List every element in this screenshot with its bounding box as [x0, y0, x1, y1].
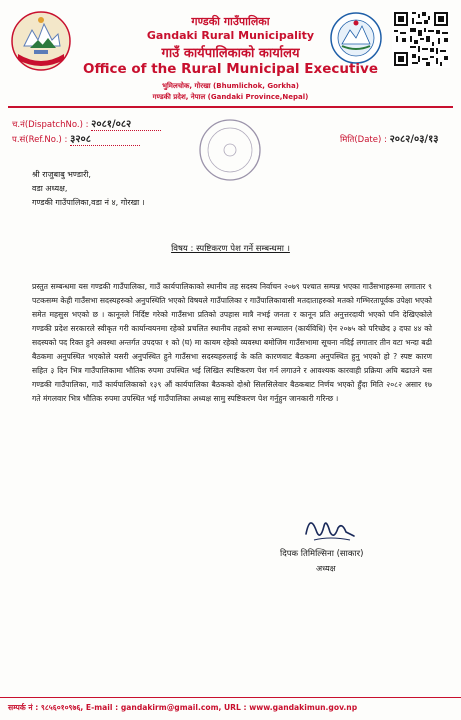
date-label: मिति(Date) :: [340, 135, 387, 145]
org-name-np: गण्डकी गाउँपालिका: [191, 15, 270, 28]
subject-line: [0, 243, 461, 254]
footer-divider: [0, 697, 461, 698]
email-label: , E-mail :: [80, 703, 119, 712]
ref-label: प.सं(Ref.No.) :: [12, 135, 68, 145]
office-name-np: गाउँ कार्यपालिकाको कार्यालय: [161, 46, 300, 61]
org-name-en: Gandaki Rural Municipality: [146, 29, 315, 42]
dispatch-number-row: [12, 116, 161, 131]
email-link[interactable]: gandakirm@gmail.com: [120, 703, 219, 712]
signatory-title: अध्यक्ष: [316, 564, 336, 573]
website-link[interactable]: www.gandakimun.gov.np: [249, 703, 358, 712]
subject-text: विषय : स्पष्टिकरण पेश गर्ने सम्बन्धमा ।: [171, 244, 290, 254]
dispatch-label: च.नं(DispatchNo.) :: [12, 120, 89, 130]
footer-contact: [8, 703, 357, 713]
recipient-block: [32, 168, 145, 210]
date-row: [340, 131, 438, 145]
letter-body: [32, 280, 432, 406]
phone-label: सम्पर्क नं :: [8, 703, 39, 712]
header-divider: [8, 106, 453, 108]
url-label: , URL :: [218, 703, 247, 712]
body-paragraph: प्रस्तुत सम्बन्धमा यस गण्डकी गाउँपालिका, गाउँ कार्यपालिकाको स्थानीय तह सदस्य निर्वाचन २०७९ पश्चात सम्पन्न भएका गाउँसभाहरूमा लगातार ९ पटकसम्म केही गाउँसभा सदस्यहरुको अनुपस्थिति भएको विषयले गाउँपालिका र गाउँपालिकावासी मतदाताहरुको मतको गम्भिरतापूर्वक उपेक्षा भएको समेत महसुस भएको छ । कानूनले निर्दिष्ट गरेको गाउँसभा प्रतिको उपहास मात्रै नभई जनता र कानून प्रति अनुत्तरदायी भएको पनि देखिएकोले गण्डकी प्रदेश सरकारले स्वीकृत गरी कार्यान्वयनमा रहेको प्रचलित स्थानीय तहको सभा सञ्चालन (कार्यविधि) ऐन २०७५ को परिच्छेद ३ दफा ४४ को सदस्यको पद रिक्त हुने अवस्था अन्तर्गत उपदफा १ को (घ) मा कायम रहेको व्यवस्था बमोजिम गाउँसभामा सूचना नदिई लगातार तीन वटा भन्दा बढी बैठकमा अनुपस्थित भएकोले यसरी अनुपस्थित हुने गाउँसभा सदस्यहरुलाई के कति कारणवाट बैठकमा अनुपस्थित हुनु भएको हो ? स्पष्ट कारण सहित ३ दिन भित्र गाउँपालिकामा भौतिक रुपमा उपस्थित भई लिखित स्पष्टिकरण पेश गर्न लगाउने र आवश्यक कारवाही प्रक्रिया अघि बढाउने यस गण्डकी गाउँपालिका, गाउँ कार्यपालिकाको १३९ औं कार्यपालिका बैठकको दोश्रो सिलसिलेवार बैठकबाट निर्णय भएको हुँदा मिति २०८२ असार १७ गते मंगलवार भित्र भौतिक रुपमा उपस्थित भई गाउँपालिका अध्यक्ष सामु स्पष्टिकरण पेश गर्नुहुन जानकारी गरिन्छ ।: [32, 282, 432, 403]
recipient-name: श्री राजुबाबु भण्डारी,: [32, 170, 91, 179]
address-line-1: भुमिलचोक, गोरखा (Bhumlichok, Gorkha): [162, 82, 299, 90]
ref-value: ३२०८: [70, 131, 140, 146]
dispatch-value: २०८१/०८२: [91, 116, 161, 131]
signature-icon: [300, 510, 360, 548]
phone-number: ९८५६०१०९७६: [40, 703, 81, 712]
office-name-en: Office of the Rural Municipal Executive: [82, 61, 378, 77]
recipient-address: गण्डकी गाउँपालिका,वडा नं ४, गोरखा ।: [32, 198, 145, 207]
recipient-title: वडा अध्यक्ष,: [32, 184, 68, 193]
address-line-2: गण्डकी प्रदेश, नेपाल (Gandaki Province,Nepal): [152, 93, 309, 101]
date-value: २०८२/०३/१३: [389, 134, 439, 145]
office-stamp: [196, 116, 264, 184]
ref-number-row: [12, 131, 140, 146]
signatory-name: दिपक तिमिल्सिना (साकार): [280, 549, 364, 559]
